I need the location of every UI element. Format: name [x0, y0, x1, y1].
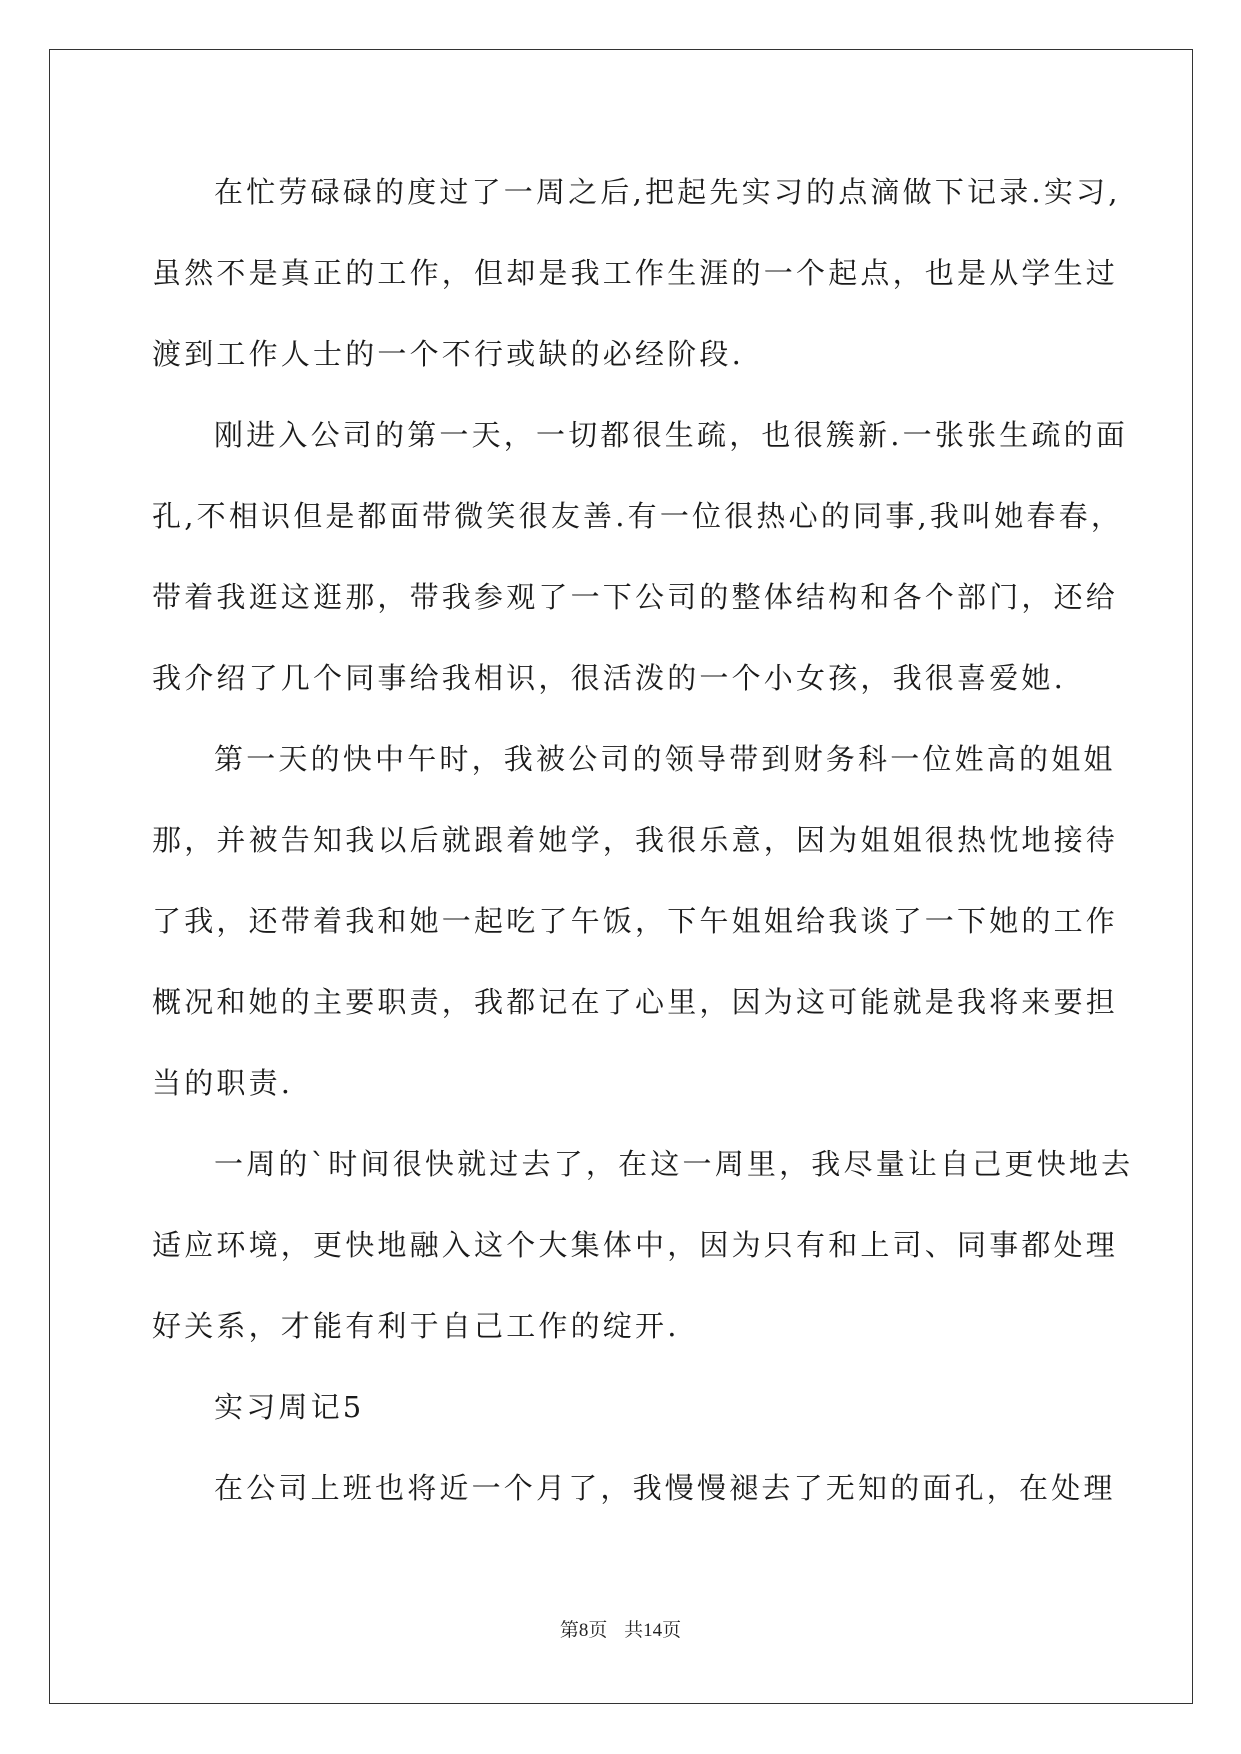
text-line: 带着我逛这逛那，带我参观了一下公司的整体结构和各个部门，还给	[152, 580, 1119, 614]
text-line: 孔,不相识但是都面带微笑很友善.有一位很热心的同事,我叫她春春，	[152, 499, 1124, 533]
text-line: 当的职责.	[152, 1066, 294, 1100]
text-line: 刚进入公司的第一天，一切都很生疏，也很簇新.一张张生疏的面	[214, 418, 1129, 452]
text-line: 那，并被告知我以后就跟着她学，我很乐意，因为姐姐很热忱地接待	[152, 823, 1119, 857]
text-line: 了我，还带着我和她一起吃了午饭，下午姐姐给我谈了一下她的工作	[152, 904, 1119, 938]
page-footer	[0, 1615, 1241, 1642]
page-number: 第8页	[559, 1620, 608, 1641]
text-line: 好关系，才能有利于自己工作的绽开.	[152, 1309, 680, 1343]
text-line: 一周的`时间很快就过去了，在这一周里，我尽量让自己更快地去	[214, 1147, 1134, 1181]
text-line: 在公司上班也将近一个月了，我慢慢褪去了无知的面孔，在处理	[214, 1471, 1116, 1505]
document-body	[152, 168, 1134, 1545]
text-line: 在忙劳碌碌的度过了一周之后,把起先实习的点滴做下记录.实习,	[214, 175, 1121, 209]
text-line: 概况和她的主要职责，我都记在了心里，因为这可能就是我将来要担	[152, 985, 1119, 1019]
text-line: 适应环境，更快地融入这个大集体中，因为只有和上司、同事都处理	[152, 1228, 1119, 1262]
text-line: 第一天的快中午时，我被公司的领导带到财务科一位姓高的姐姐	[214, 742, 1116, 776]
page-total: 共14页	[624, 1620, 682, 1641]
text-line: 虽然不是真正的工作，但却是我工作生涯的一个起点，也是从学生过	[152, 256, 1119, 290]
text-line: 我介绍了几个同事给我相识，很活泼的一个小女孩，我很喜爱她.	[152, 661, 1067, 695]
text-line: 渡到工作人士的一个不行或缺的必经阶段.	[152, 337, 745, 371]
section-heading: 实习周记5	[214, 1390, 365, 1424]
